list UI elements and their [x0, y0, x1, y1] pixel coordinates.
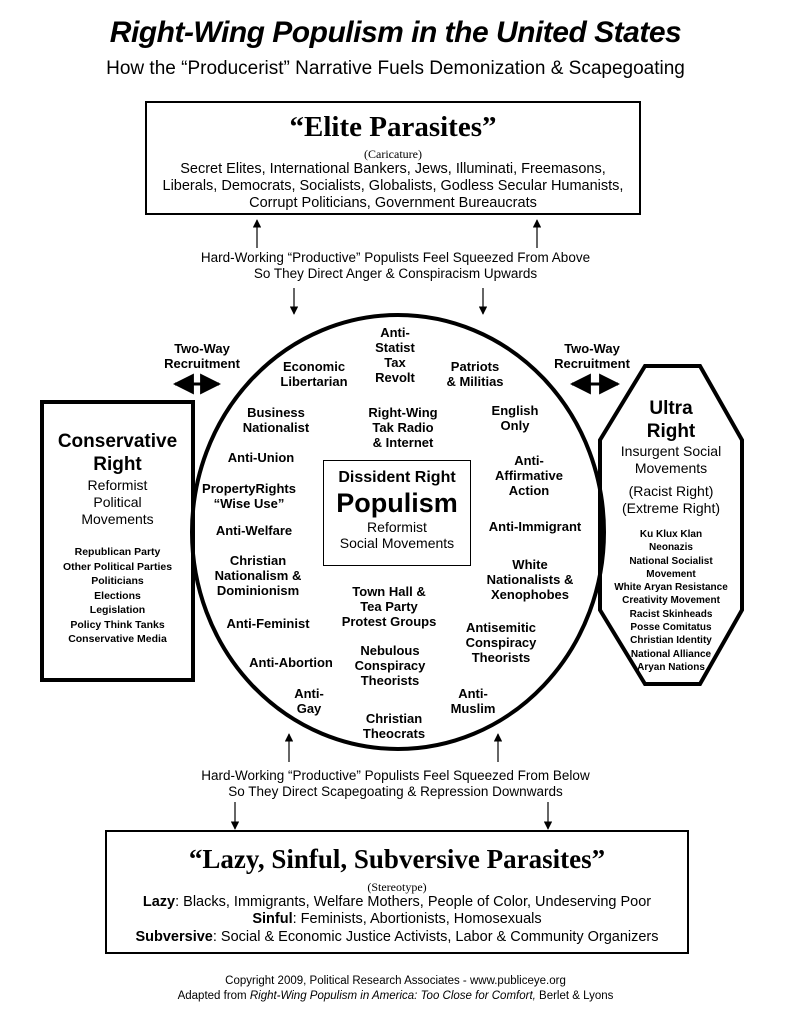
conservative-title-line1: Conservative — [57, 431, 178, 452]
circle-item-business-nationalist: Business Nationalist — [242, 405, 310, 435]
lazy-text: : Blacks, Immigrants, Welfare Mothers, People of Color, Undeserving Poor — [175, 894, 652, 910]
ultra-subtitle — [598, 443, 744, 517]
conservative-list — [42, 545, 193, 647]
squeezed-above-text — [0, 250, 791, 282]
circle-item-economic-libertarian: Economic Libertarian — [280, 359, 348, 389]
circle-item-anti-welfare: Anti-Welfare — [215, 523, 293, 538]
subversive-text: : Social & Economic Justice Activists, Labor & Community Organizers — [212, 929, 659, 945]
squeezed-below-line2: So They Direct Scapegoating & Repression Downwards — [228, 784, 563, 799]
circle-item-nebulous: Nebulous Conspiracy Theorists — [354, 643, 426, 688]
ultra-item: Racist Skinheads — [629, 608, 713, 620]
circle-item-white-nationalists: White Nationalists & Xenophobes — [486, 557, 574, 602]
ultra-right-panel — [598, 397, 744, 674]
elite-line: Liberals, Democrats, Socialists, Globalists, Godless Secular Humanists, — [162, 178, 624, 194]
circle-item-christian-theocrats: Christian Theocrats — [362, 711, 426, 741]
circle-item-anti-muslim: Anti- Muslim — [450, 686, 496, 716]
ultra-item: Creativity Movement — [622, 595, 720, 607]
circle-item-anti-affirmative: Anti- Affirmative Action — [495, 453, 563, 498]
lazy-line — [107, 894, 687, 910]
footer-authors: Berlet & Lyons — [535, 990, 614, 1002]
ultra-sub-line: (Racist Right) — [628, 483, 714, 499]
ultra-list — [598, 528, 744, 674]
lazy-title: “Lazy, Sinful, Subversive Parasites” — [188, 844, 606, 874]
lazy-parasites-box — [105, 830, 689, 954]
circle-item-town-hall: Town Hall & Tea Party Protest Groups — [341, 584, 437, 629]
ultra-title-line2: Right — [646, 421, 696, 442]
ultra-sub-line: (Extreme Right) — [621, 500, 721, 516]
center-title-line2: Populism — [336, 488, 458, 518]
circle-item-property-rights: PropertyRights “Wise Use” — [202, 481, 296, 511]
sinful-label: Sinful — [252, 911, 293, 927]
circle-item-talk-radio: Right-Wing Tak Radio & Internet — [368, 405, 438, 450]
elite-line: Secret Elites, International Bankers, Jews, Illuminati, Freemasons, — [180, 161, 606, 177]
squeezed-below-line1: Hard-Working “Productive” Populists Feel Squeezed From Below — [201, 768, 590, 783]
conservative-sub-line: Political — [93, 494, 142, 510]
footer-book-title: Right-Wing Populism in America: Too Close for Comfort, — [249, 990, 536, 1002]
circle-item-anti-gay: Anti- Gay — [294, 686, 324, 716]
lazy-label: Lazy — [142, 894, 176, 910]
footer-copyright: Copyright 2009, Political Research Associates - www.publiceye.org — [225, 975, 566, 987]
recruit-right-label — [554, 341, 630, 371]
sinful-line — [107, 911, 687, 927]
ultra-title-line1: Ultra — [649, 398, 693, 419]
recruit-right-line2: Recruitment — [554, 356, 630, 371]
elite-parasites-box — [145, 101, 641, 215]
ultra-item: Movement — [646, 568, 696, 580]
recruit-left-line1: Two-Way — [174, 341, 230, 356]
squeezed-below-text — [0, 768, 791, 800]
circle-item-anti-union: Anti-Union — [227, 450, 295, 465]
circle-item-anti-feminist: Anti-Feminist — [226, 616, 310, 631]
ultra-item: Ku Klux Klan — [639, 529, 703, 540]
ultra-item: Neonazis — [649, 542, 693, 554]
conservative-right-panel — [42, 430, 193, 647]
ultra-title — [598, 397, 744, 443]
footer-adapted — [0, 990, 791, 1002]
conservative-item: Elections — [94, 589, 141, 602]
ultra-sub-line: Insurgent Social — [620, 443, 722, 459]
footer-adapted-pre: Adapted from — [177, 990, 250, 1002]
recruit-left-line2: Recruitment — [164, 356, 240, 371]
elite-title: “Elite Parasites” — [289, 111, 497, 143]
ultra-sub-line: Movements — [634, 460, 708, 476]
conservative-item: Policy Think Tanks — [70, 618, 165, 631]
conservative-title — [42, 430, 193, 476]
conservative-title-line2: Right — [93, 454, 142, 475]
page-title: Right-Wing Populism in the United States — [109, 16, 682, 49]
circle-item-english-only: English Only — [491, 403, 539, 433]
elite-list — [147, 161, 639, 212]
circle-item-anti-statist: Anti- Statist Tax Revolt — [375, 325, 415, 385]
squeezed-above-line2: So They Direct Anger & Conspiracism Upwards — [253, 266, 538, 281]
conservative-sub-line: Movements — [81, 511, 154, 527]
recruit-right-line1: Two-Way — [564, 341, 620, 356]
ultra-item: White Aryan Resistance — [614, 582, 728, 594]
recruit-left-label — [164, 341, 240, 371]
circle-item-antisemitic: Antisemitic Conspiracy Theorists — [465, 620, 537, 665]
conservative-item: Politicians — [91, 575, 144, 587]
conservative-subtitle — [42, 477, 193, 528]
circle-item-christian-nationalism: Christian Nationalism & Dominionism — [214, 553, 302, 598]
elite-subtitle: (Caricature) — [364, 147, 422, 161]
center-sub-line2: Social Movements — [339, 535, 455, 551]
ultra-item: Posse Comitatus — [630, 622, 712, 634]
subversive-line — [107, 929, 687, 945]
conservative-sub-line: Reformist — [87, 477, 148, 493]
center-sub-line1: Reformist — [367, 519, 427, 535]
conservative-item: Other Political Parties — [62, 560, 173, 573]
dissident-right-populism-box — [323, 460, 471, 566]
circle-item-anti-immigrant: Anti-Immigrant — [488, 519, 582, 534]
ultra-item: National Alliance — [630, 648, 712, 660]
ultra-item: Aryan Nations — [637, 661, 705, 673]
conservative-item: Conservative Media — [68, 633, 167, 645]
ultra-item: National Socialist — [629, 555, 713, 567]
ultra-item: Christian Identity — [630, 635, 712, 647]
page-subtitle: How the “Producerist” Narrative Fuels Demonization & Scapegoating — [106, 58, 685, 79]
subversive-label: Subversive — [135, 929, 213, 945]
circle-item-patriots: Patriots & Militias — [446, 359, 504, 389]
center-title-line1: Dissident Right — [338, 469, 456, 486]
squeezed-above-line1: Hard-Working “Productive” Populists Feel Squeezed From Above — [200, 250, 591, 265]
sinful-text: : Feminists, Abortionists, Homosexuals — [292, 911, 542, 927]
lazy-subtitle: (Stereotype) — [367, 880, 427, 894]
conservative-item: Legislation — [89, 604, 146, 616]
elite-line: Corrupt Politicians, Government Bureaucrats — [249, 195, 537, 211]
conservative-item: Republican Party — [74, 546, 161, 558]
circle-item-anti-abortion: Anti-Abortion — [249, 655, 333, 670]
